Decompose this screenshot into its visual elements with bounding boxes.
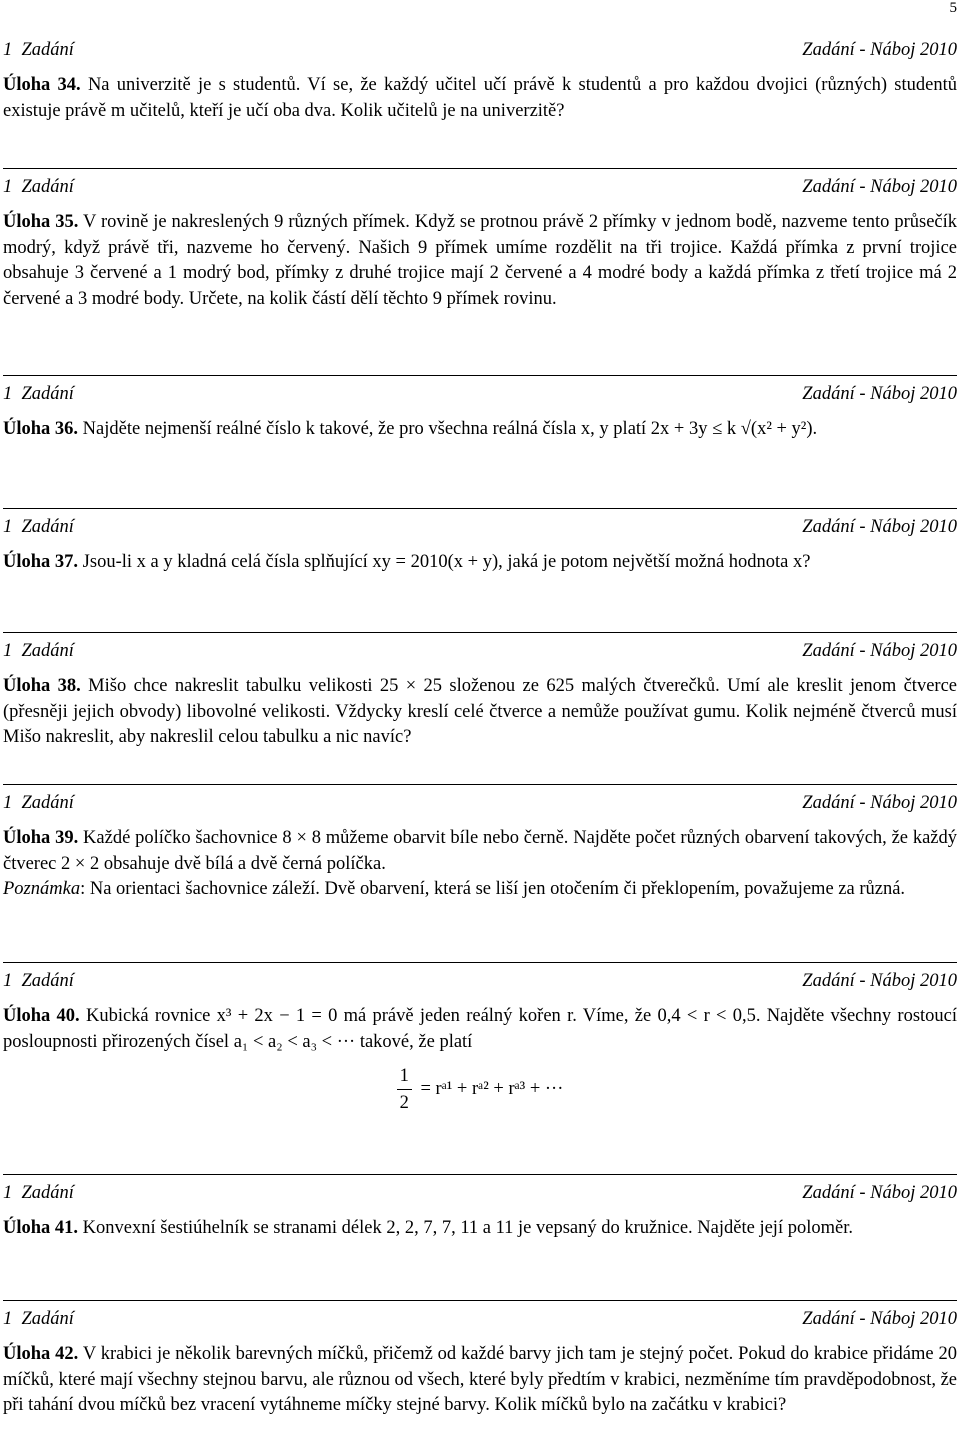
header-right: Zadání - Náboj 2010 [802,517,957,537]
problem-label: Úloha 34. [3,75,81,95]
problem-body: Jsou-li x a y kladná celá čísla splňující xy = 2010(x + y), jaká je potom největší možná hodnota x? [82,552,811,572]
problem-text [3,826,957,877]
header-right: Zadání - Náboj 2010 [802,177,957,197]
problem-body: V krabici je několik barevných míčků, přičemž od každé barvy jich tam je stejný počet. Pokud do krabice přidáme 20 míčků, které mají všechny stejnou barvu, ale různou od všech, které byly předtím v krabici, nezměníme tím pravděpodobnost, že při tahání dvou míčků bez vracení vytáhneme míčky stejné barvy. Kolik míčků bylo na začátku v krabici? [3,1344,958,1415]
problem-body: Na univerzitě je s studentů. Ví se, že každý učitel učí právě k studentů a pro každou dvojici (různých) studentů existuje právě m učitelů, kteří je učí oba dva. Kolik učitelů je na univerzitě? [3,75,957,121]
header-left: 1 Zadání [3,971,74,991]
page-number: 5 [949,0,957,16]
section-header [3,382,957,408]
section-header [3,969,957,995]
equation-rhs: = rᵃ¹ + rᵃ² + rᵃ³ + ··· [420,1078,564,1099]
header-right: Zadání - Náboj 2010 [802,793,957,813]
problem-label: Úloha 36. [3,419,79,439]
section-header [3,1307,957,1333]
divider [3,508,957,509]
problem-40 [3,962,957,1116]
problem-text [3,73,957,124]
divider [3,962,957,963]
problem-body: Každé políčko šachovnice 8 × 8 můžeme obarvit bíle nebo černě. Najděte počet různých obarvení takových, že každý čtverec 2 × 2 obsahuje dvě bílá a dvě černá políčka. [3,828,958,874]
problem-text [3,210,957,312]
header-left: 1 Zadání [3,1183,74,1203]
problem-text [3,550,957,576]
header-right: Zadání - Náboj 2010 [802,1309,957,1329]
problem-text [3,1004,957,1055]
problem-text [3,1342,957,1419]
problem-body: V rovině je nakreslených 9 různých přímek. Když se protnou právě 2 přímky v jednom bodě, nazveme tento průsečík modrý, když právě tři, nazveme ho červený. Našich 9 přímek umíme rozdělit na tři trojice. Každá přímka z první trojice obsahuje 3 červené a 1 modrý bod, přímky z druhé trojice mají 2 červené a 4 modré body a každá přímka z třetí trojice má 2 červené a 3 modré body. Určete, na kolik částí dělí těchto 9 přímek rovinu. [3,212,958,309]
header-right: Zadání - Náboj 2010 [802,971,957,991]
divider [3,632,957,633]
section-header [3,639,957,665]
fraction-numerator: 1 [397,1063,412,1090]
problem-label: Úloha 37. [3,552,79,572]
header-left: 1 Zadání [3,40,74,60]
problem-body: Kubická rovnice x³ + 2x − 1 = 0 má právě jeden reálný kořen r. Víme, že 0,4 < r < 0,5. Najděte všechny rostoucí posloupnosti přirozených čísel a₁ < a₂ < a₃ < ··· takové, že platí [3,1006,958,1052]
note-body: : Na orientaci šachovnice záleží. Dvě obarvení, která se liší jen otočením či překlopením, považujeme za různá. [80,879,906,899]
problem-35 [3,168,957,312]
header-left: 1 Zadání [3,793,74,813]
divider [3,1174,957,1175]
problem-42 [3,1300,957,1419]
header-left: 1 Zadání [3,177,74,197]
display-equation [3,1063,957,1116]
section-header [3,38,957,64]
problem-37 [3,508,957,576]
section-header [3,791,957,817]
problem-label: Úloha 40. [3,1006,80,1026]
problem-body: Najděte nejmenší reálné číslo k takové, že pro všechna reálná čísla x, y platí 2x + 3y ≤ k √(x² + y²). [82,419,818,439]
divider [3,1300,957,1301]
problem-text [3,1216,957,1242]
problem-text [3,417,957,443]
problem-text [3,674,957,751]
header-right: Zadání - Náboj 2010 [802,641,957,661]
divider [3,375,957,376]
divider [3,168,957,169]
problem-34 [3,38,957,124]
section-header [3,515,957,541]
divider [3,784,957,785]
fraction-denominator: 2 [399,1093,409,1113]
problem-label: Úloha 42. [3,1344,79,1364]
problem-label: Úloha 41. [3,1218,79,1238]
problem-note [3,877,957,903]
section-header [3,175,957,201]
problem-41 [3,1174,957,1242]
header-right: Zadání - Náboj 2010 [802,384,957,404]
problem-body: Konvexní šestiúhelník se stranami délek 2, 2, 7, 7, 11 a 11 je vepsaný do kružnice. Najděte její poloměr. [82,1218,853,1238]
section-header [3,1181,957,1207]
problem-label: Úloha 38. [3,676,81,696]
fraction [397,1063,412,1116]
note-label: Poznámka [3,879,81,899]
problem-38 [3,632,957,751]
problem-36 [3,375,957,443]
header-left: 1 Zadání [3,517,74,537]
header-right: Zadání - Náboj 2010 [802,1183,957,1203]
problem-label: Úloha 39. [3,828,79,848]
problem-label: Úloha 35. [3,212,79,232]
header-left: 1 Zadání [3,384,74,404]
problem-39 [3,784,957,903]
header-right: Zadání - Náboj 2010 [802,40,957,60]
problem-body: Mišo chce nakreslit tabulku velikosti 25 × 25 složenou ze 625 malých čtverečků. Umí ale kreslit jenom čtverce (přesněji jejich obvody) libovolné velikosti. Vždycky kreslí celé čtverce a nemůže používat gumu. Kolik nejméně čtverců musí Mišo nakreslit, aby nakreslil celou tabulku a nic navíc? [3,676,957,747]
header-left: 1 Zadání [3,1309,74,1329]
header-left: 1 Zadání [3,641,74,661]
